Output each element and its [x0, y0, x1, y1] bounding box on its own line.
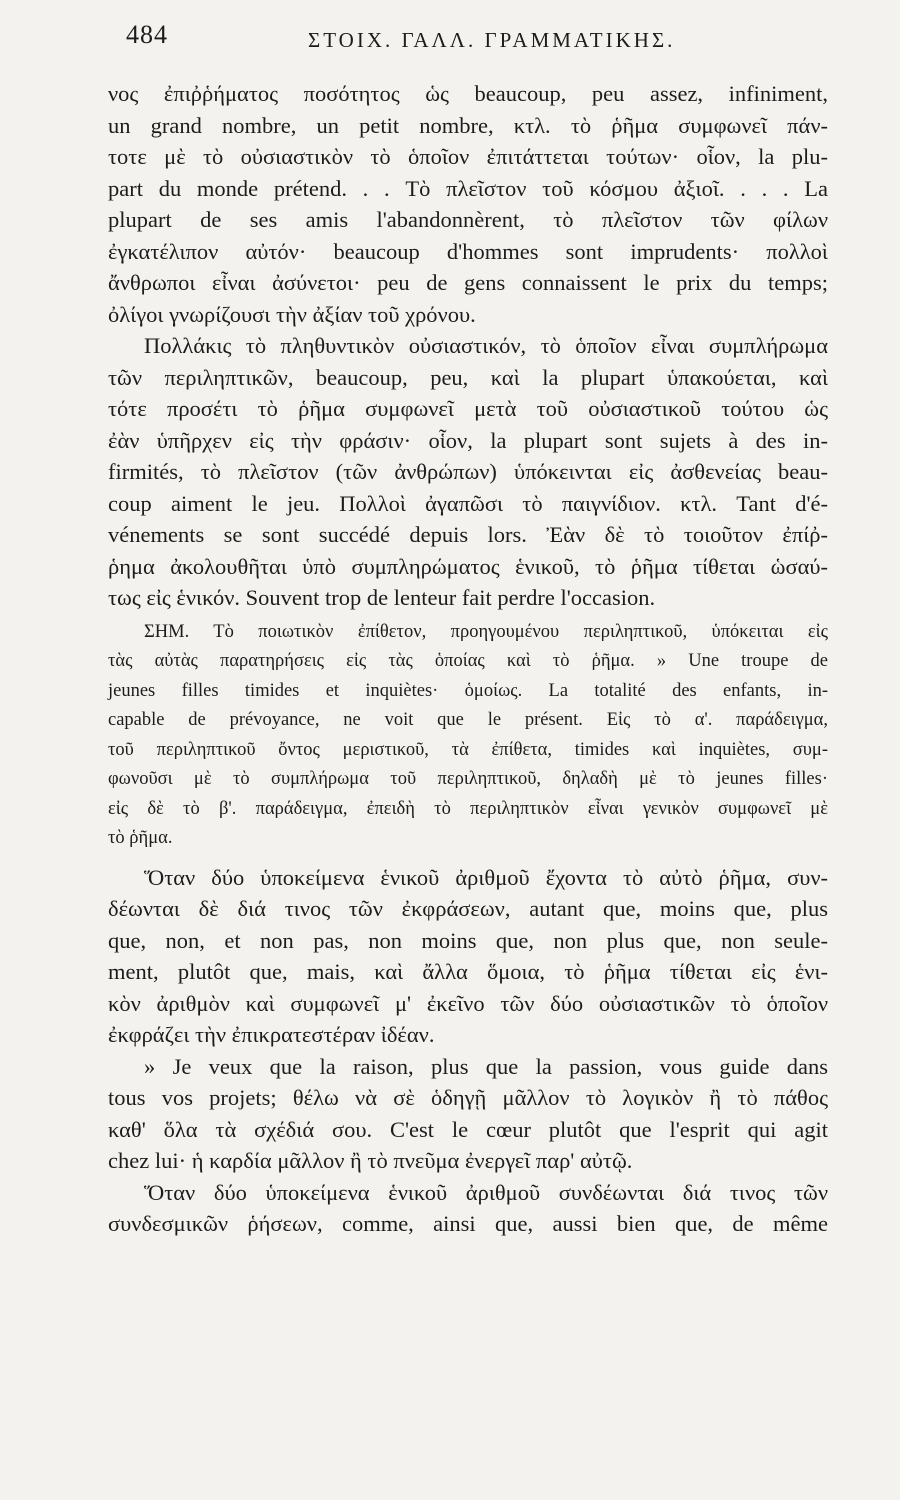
text-line: ὀλίγοι γνωρίζουσι τὴν ἀξίαν τοῦ χρόνου. — [108, 301, 476, 327]
note-line: capable de prévoyance, ne voit que le présent. Εἰς τὸ α'. παράδειγμα, — [108, 710, 828, 730]
note-line: φωνοῦσι μὲ τὸ συμπλήρωμα τοῦ περιληπτικοῦ, δηλαδὴ μὲ τὸ jeunes filles· — [108, 769, 828, 789]
paragraph-3 — [108, 862, 828, 1051]
text-line: Πολλάκις τὸ πληθυντικὸν οὐσιαστικόν, τὸ ὁποῖον εἶναι συμπλήρωμα — [144, 333, 828, 358]
text-line: ἐὰν ὑπῆρχεν εἰς τὴν φράσιν· οἷον, la plupart sont sujets à des in- — [108, 427, 828, 453]
text-line: καθ' ὅλα τὰ σχέδιά σου. C'est le cœur plutôt que l'esprit qui agit — [108, 1116, 828, 1142]
text-line: ἐγκατέλιπον αὐτόν· beaucoup d'hommes sont imprudents· πολλοὶ — [108, 238, 828, 264]
text-line: τως εἰς ἑνικόν. Souvent trop de lenteur fait perdre l'occasion. — [108, 585, 656, 610]
page-body — [108, 78, 828, 1240]
text-line: ῥημα ἀκολουθῆται ὑπὸ συμπληρώματος ἑνικοῦ, τὸ ῥῆμα τίθεται ὡσαύ- — [108, 553, 828, 579]
text-line: tous vos projets; θέλω νὰ σὲ ὁδηγῇ μᾶλλον τὸ λογικὸν ἢ τὸ πάθος — [108, 1085, 828, 1110]
text-line: part du monde prétend. . . Τὸ πλεῖστον τοῦ κόσμου ἀξιοῖ. . . . La — [108, 175, 828, 201]
text-line: κὸν ἀριθμὸν καὶ συμφωνεῖ μ' ἐκεῖνο τῶν δύο οὐσιαστικῶν τὸ ὁποῖον — [108, 990, 828, 1016]
text-line: que, non, et non pas, non moins que, non plus que, non seule- — [108, 927, 828, 953]
paragraph-5 — [108, 1177, 828, 1240]
page-number: 484 — [126, 20, 168, 49]
text-line: un grand nombre, un petit nombre, κτλ. τὸ ῥῆμα συμφωνεῖ πάν- — [108, 112, 828, 138]
text-line: vénements se sont succédé depuis lors. Ἐὰν δὲ τὸ τοιοῦτον ἐπίῤ- — [108, 522, 828, 547]
text-line: chez lui· ἡ καρδία μᾶλλον ἢ τὸ πνεῦμα ἐνεργεῖ παρ' αὐτῷ. — [108, 1148, 633, 1173]
note-line: jeunes filles timides et inquiètes· ὁμοίως. La totalité des enfants, in- — [108, 680, 828, 701]
text-line: ἄνθρωποι εἶναι ἀσύνετοι· peu de gens connaissent le prix du temps; — [108, 270, 828, 295]
note-line: ΣΗΜ. Τὸ ποιωτικὸν ἐπίθετον, προηγουμένου περιληπτικοῦ, ὑπόκειται εἰς — [144, 621, 828, 642]
note-line: τὰς αὐτὰς παρατηρήσεις εἰς τὰς ὁποίας καὶ τὸ ῥῆμα. » Une troupe de — [108, 651, 828, 671]
text-line: τῶν περιληπτικῶν, beaucoup, peu, καὶ la plupart ὑπακούεται, καὶ — [108, 364, 828, 390]
text-line: τότε προσέτι τὸ ῥῆμα συμφωνεῖ μετὰ τοῦ οὐσιαστικοῦ τούτου ὡς — [108, 396, 828, 421]
text-line: δέωνται δὲ διά τινος τῶν ἐκφράσεων, autant que, moins que, plus — [108, 896, 828, 921]
running-title: ΣΤΟΙΧ. ΓΑΛΛ. ΓΡΑΜΜΑΤΙΚΗΣ. — [308, 28, 676, 52]
text-line: Ὅταν δύο ὑποκείμενα ἑνικοῦ ἀριθμοῦ συνδέωνται διά τινος τῶν — [144, 1179, 828, 1205]
text-line: plupart de ses amis l'abandonnèrent, τὸ πλεῖστον τῶν φίλων — [108, 207, 828, 232]
note-line: τὸ ῥῆμα. — [108, 828, 173, 848]
paragraph-4 — [108, 1051, 828, 1177]
note-line: τοῦ περιληπτικοῦ ὄντος μεριστικοῦ, τὰ ἐπίθετα, timides καὶ inquiètes, συμ- — [108, 739, 828, 760]
text-line: νος ἐπιῤῥήματος ποσότητος ὡς beaucoup, peu assez, infiniment, — [108, 81, 828, 106]
text-line: » Je veux que la raison, plus que la passion, vous guide dans — [144, 1053, 828, 1079]
text-line: ἐκφράζει τὴν ἐπικρατεστέραν ἰδέαν. — [108, 1022, 435, 1047]
paragraph-1 — [108, 78, 828, 330]
paragraph-2 — [108, 330, 828, 614]
text-line: coup aiment le jeu. Πολλοὶ ἀγαπῶσι τὸ παιγνίδιον. κτλ. Tant d'é- — [108, 490, 828, 516]
text-line: firmités, τὸ πλεῖστον (τῶν ἀνθρώπων) ὑπόκεινται εἰς ἀσθενείας beau- — [108, 459, 828, 484]
running-head — [118, 18, 838, 58]
note-remark — [108, 618, 828, 854]
note-line: εἰς δὲ τὸ β'. παράδειγμα, ἐπειδὴ τὸ περιληπτικὸν εἶναι γενικὸν συμφωνεῖ μὲ — [108, 798, 828, 819]
text-line: Ὅταν δύο ὑποκείμενα ἑνικοῦ ἀριθμοῦ ἔχοντα τὸ αὐτὸ ῥῆμα, συν- — [144, 864, 828, 890]
text-line: ment, plutôt que, mais, καὶ ἄλλα ὅμοια, τὸ ῥῆμα τίθεται εἰς ἑνι- — [108, 959, 828, 984]
text-line: τοτε μὲ τὸ οὐσιαστικὸν τὸ ὁποῖον ἐπιτάττεται τούτων· οἷον, la plu- — [108, 144, 828, 169]
text-line: συνδεσμικῶν ῥήσεων, comme, ainsi que, aussi bien que, de même — [108, 1211, 828, 1236]
